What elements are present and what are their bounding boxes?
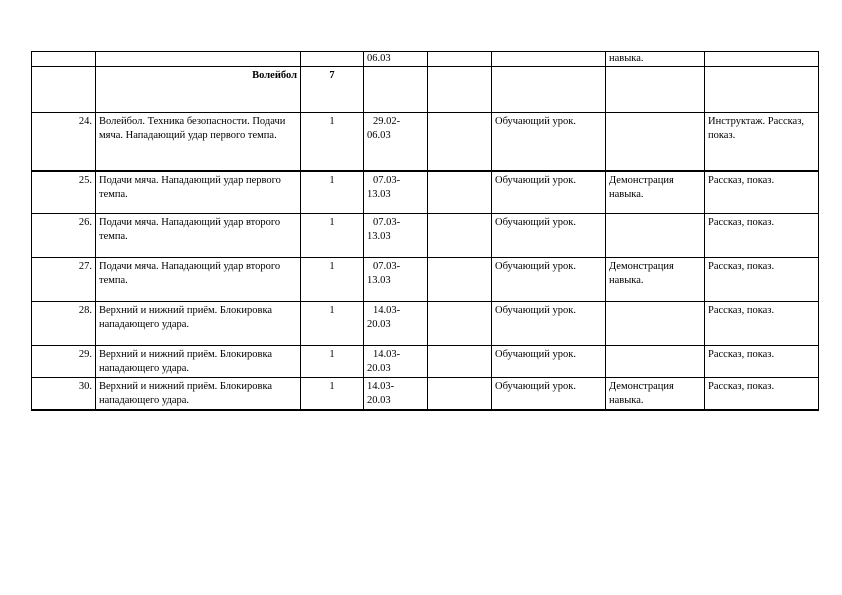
demonstration [606, 214, 705, 258]
empty-cell [428, 378, 492, 411]
lesson-type: Обучающий урок. [492, 302, 606, 346]
lesson-topic: Верхний и нижний приём. Блокировка нападающего удара. [96, 302, 301, 346]
num-cell [32, 67, 96, 113]
demonstration-cell: навыка. [606, 52, 705, 67]
lesson-type: Обучающий урок. [492, 171, 606, 214]
lesson-dates [364, 346, 428, 378]
lesson-hours: 1 [301, 258, 364, 302]
teaching-methods: Рассказ, показ. [705, 378, 819, 411]
table-row [32, 113, 819, 171]
lesson-topic: Волейбол. Техника безопасности. Подачи мяча. Нападающий удар первого темпа. [96, 113, 301, 171]
continuation-row [32, 52, 819, 67]
lesson-type-cell [492, 52, 606, 67]
table-row [32, 302, 819, 346]
date-to: 20.03 [367, 363, 391, 374]
empty-cell [428, 258, 492, 302]
lesson-hours: 1 [301, 214, 364, 258]
lesson-dates [364, 171, 428, 214]
lesson-type: Обучающий урок. [492, 378, 606, 411]
teaching-methods: Рассказ, показ. [705, 346, 819, 378]
date-to: 06.03 [367, 130, 391, 141]
table-row [32, 171, 819, 214]
date-from: 29.02- [373, 116, 401, 127]
date-from: 07.03- [373, 217, 401, 228]
empty-cell [428, 171, 492, 214]
teaching-methods: Рассказ, показ. [705, 302, 819, 346]
hours-cell [301, 52, 364, 67]
lesson-dates [364, 113, 428, 171]
lesson-topic: Подачи мяча. Нападающий удар второго темпа. [96, 258, 301, 302]
date-to: 13.03 [367, 231, 391, 242]
date-to: 20.03 [367, 319, 391, 330]
lesson-topic: Верхний и нижний приём. Блокировка нападающего удара. [96, 378, 301, 411]
topic-cell [96, 52, 301, 67]
lesson-dates [364, 258, 428, 302]
section-row [32, 67, 819, 113]
lesson-plan-table [31, 51, 819, 411]
demonstration: Демонстрация навыка. [606, 171, 705, 214]
teaching-methods: Рассказ, показ. [705, 258, 819, 302]
date-from: 07.03- [373, 174, 401, 186]
lesson-type: Обучающий урок. [492, 214, 606, 258]
dates-cell [364, 67, 428, 113]
date-to: 13.03 [367, 275, 391, 286]
demonstration [606, 302, 705, 346]
empty-cell [428, 346, 492, 378]
empty-cell [428, 113, 492, 171]
date-from: 07.03- [373, 261, 401, 272]
demonstration [606, 346, 705, 378]
lesson-topic: Верхний и нижний приём. Блокировка нападающего удара. [96, 346, 301, 378]
teaching-methods: Рассказ, показ. [705, 214, 819, 258]
empty-cell [428, 302, 492, 346]
empty-cell [428, 67, 492, 113]
lesson-number: 30. [32, 378, 96, 411]
lesson-topic: Подачи мяча. Нападающий удар второго темпа. [96, 214, 301, 258]
lesson-number: 28. [32, 302, 96, 346]
lesson-type-cell [492, 67, 606, 113]
lesson-type: Обучающий урок. [492, 113, 606, 171]
date-to: 20.03 [367, 395, 391, 406]
lesson-hours: 1 [301, 113, 364, 171]
table-row [32, 258, 819, 302]
lesson-dates [364, 378, 428, 411]
lesson-hours: 1 [301, 302, 364, 346]
lesson-type: Обучающий урок. [492, 258, 606, 302]
methods-cell [705, 52, 819, 67]
lesson-number: 25. [32, 171, 96, 214]
demonstration: Демонстрация навыка. [606, 258, 705, 302]
table-row [32, 378, 819, 411]
empty-cell [428, 52, 492, 67]
date-from: 14.03- [373, 305, 401, 316]
lesson-dates [364, 214, 428, 258]
table-row [32, 346, 819, 378]
teaching-methods: Рассказ, показ. [705, 171, 819, 214]
methods-cell [705, 67, 819, 113]
lesson-topic: Подачи мяча. Нападающий удар первого темпа. [96, 171, 301, 214]
lesson-dates [364, 302, 428, 346]
date-from: 14.03- [367, 381, 395, 392]
section-hours: 7 [301, 67, 364, 113]
empty-cell [428, 214, 492, 258]
lesson-number: 27. [32, 258, 96, 302]
lesson-type: Обучающий урок. [492, 346, 606, 378]
demonstration: Демонстрация навыка. [606, 378, 705, 411]
lesson-number: 29. [32, 346, 96, 378]
lesson-hours: 1 [301, 171, 364, 214]
demonstration-cell [606, 67, 705, 113]
teaching-methods: Инструктаж. Рассказ, показ. [705, 113, 819, 171]
table-row [32, 214, 819, 258]
lesson-hours: 1 [301, 346, 364, 378]
date-to: 13.03 [367, 188, 391, 200]
dates-cell: 06.03 [364, 52, 428, 67]
lesson-number: 26. [32, 214, 96, 258]
lesson-number: 24. [32, 113, 96, 171]
num-cell [32, 52, 96, 67]
date-from: 14.03- [373, 349, 401, 360]
lesson-hours: 1 [301, 378, 364, 411]
demonstration [606, 113, 705, 171]
section-title: Волейбол [96, 67, 301, 113]
